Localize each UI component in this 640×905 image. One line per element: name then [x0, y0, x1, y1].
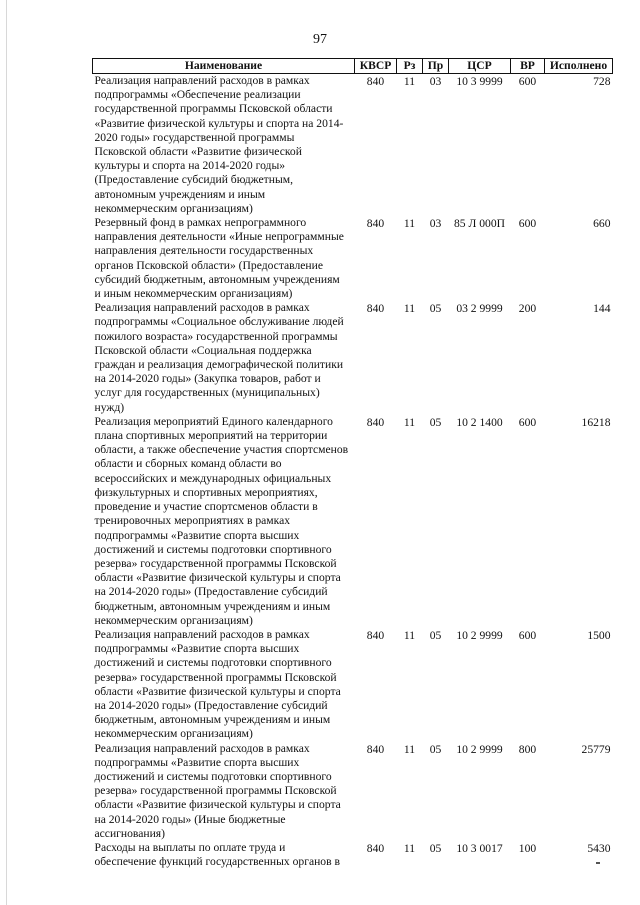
row-pr: 05 — [429, 742, 442, 756]
row-csr: 85 Л 000П — [453, 217, 506, 231]
table-row — [93, 742, 613, 841]
row-name: Реализация направлений расходов в рамках подпрограммы «Социальное обслуживание людей пожилого возраста» государственной программы Псковской области «Социальная поддержка граждан и реализация демографической политики на 2014-2020 годы» (Закупка товаров, работ и услуг для государственных (муниципальных) нужд) — [94, 301, 344, 414]
row-vr: 600 — [518, 75, 537, 88]
row-rz: 11 — [403, 75, 416, 88]
header-kvsr: КВСР — [355, 59, 397, 74]
row-vr: 200 — [518, 302, 537, 316]
row-rz: 11 — [403, 302, 416, 316]
margin-mark — [596, 862, 600, 864]
row-rz: 11 — [403, 217, 416, 231]
header-rz: Рз — [397, 59, 423, 74]
row-kvsr: 840 — [366, 217, 385, 231]
row-name: Реализация направлений расходов в рамках подпрограммы «Обеспечение реализации государственной программы Псковской области «Развитие физической культуры и спорта на 2014-2020 годы» государственной программы Псковской области «Развитие физической культуры и спорта на 2014-2020 годы» (Предоставление субсидий бюджетным, автономным учреждениям и иным некоммерческим организациям) — [94, 74, 344, 215]
row-pr: 05 — [429, 841, 442, 855]
row-kvsr: 840 — [366, 628, 385, 642]
table-header-row — [93, 59, 613, 74]
row-kvsr: 840 — [366, 841, 385, 855]
row-name: Реализация направлений расходов в рамках подпрограммы «Развитие спорта высших достижений и системы подготовки спортивного резерва» государственной программы Псковской области «Развитие физической культуры и спорта на 2014-2020 годы» (Предоставление субсидий бюджетным, автономным учреждениям и иным некоммерческим организациям) — [94, 627, 341, 741]
row-executed: 25779 — [581, 742, 611, 756]
table-row — [93, 415, 613, 628]
row-executed: 5430 — [587, 841, 611, 855]
row-rz: 11 — [403, 628, 416, 642]
row-pr: 05 — [429, 415, 442, 429]
row-kvsr: 840 — [366, 75, 385, 88]
row-csr: 10 2 9999 — [456, 742, 503, 756]
header-executed: Исполнено — [545, 59, 613, 74]
row-csr: 10 3 0017 — [456, 841, 503, 855]
row-kvsr: 840 — [366, 302, 385, 316]
row-pr: 05 — [429, 302, 442, 316]
expenditure-table — [92, 58, 613, 869]
row-vr: 600 — [518, 217, 537, 231]
table-row — [93, 628, 613, 742]
row-executed: 144 — [593, 302, 611, 316]
table-row — [93, 216, 613, 301]
table-row — [93, 841, 613, 869]
row-name: Реализация направлений расходов в рамках подпрограммы «Развитие спорта высших достижений и системы подготовки спортивного резерва» государственной программы Псковской области «Развитие физической культуры и спорта на 2014-2020 годы» (Иные бюджетные ассигнования) — [94, 741, 341, 840]
row-rz: 11 — [403, 742, 416, 756]
row-csr: 10 2 9999 — [456, 628, 503, 642]
header-vr: ВР — [511, 59, 545, 74]
row-vr: 600 — [518, 415, 537, 429]
row-pr: 03 — [429, 217, 442, 231]
row-csr: 10 3 9999 — [456, 75, 503, 88]
row-csr: 03 2 9999 — [456, 302, 503, 316]
row-name: Расходы на выплаты по оплате труда и обеспечение функций государственных органов в — [94, 840, 340, 869]
row-vr: 600 — [518, 628, 537, 642]
row-vr: 100 — [518, 841, 537, 855]
row-kvsr: 840 — [366, 742, 385, 756]
row-executed: 16218 — [581, 415, 611, 429]
row-pr: 05 — [429, 628, 442, 642]
header-csr: ЦСР — [449, 59, 511, 74]
row-kvsr: 840 — [366, 415, 385, 429]
row-rz: 11 — [403, 415, 416, 429]
page-number: 97 — [313, 32, 327, 47]
scan-edge-line — [6, 0, 7, 905]
header-pr: Пр — [423, 59, 449, 74]
row-name: Реализация мероприятий Единого календарного плана спортивных мероприятий на территории области, а также обеспечение участия спортсменов области и сборных команд области во всероссийских и международных официальных физкультурных и спортивных мероприятиях, проведение и участие спортсменов области в тренировочных мероприятиях в рамках подпрограммы «Развитие спорта высших достижений и системы подготовки спортивного резерва» государственной программы Псковской области «Развитие физической культуры и спорта на 2014-2020 годы» (Предоставление субсидий бюджетным, автономным учреждениям и иным некоммерческим организациям) — [94, 414, 349, 627]
header-name: Наименование — [93, 59, 355, 74]
row-csr: 10 2 1400 — [456, 415, 503, 429]
row-pr: 03 — [429, 75, 442, 88]
row-vr: 800 — [518, 742, 537, 756]
row-executed: 728 — [593, 75, 611, 88]
table-row — [93, 74, 613, 217]
row-executed: 1500 — [587, 628, 611, 642]
row-name: Резервный фонд в рамках непрограммного направления деятельности «Иные непрограммные направления деятельности государственных органов Псковской области» (Предоставление субсидий бюджетным, автономным учреждениям и иным некоммерческим организациям) — [94, 216, 344, 301]
row-executed: 660 — [593, 217, 611, 231]
row-rz: 11 — [403, 841, 416, 855]
table-row — [93, 301, 613, 415]
